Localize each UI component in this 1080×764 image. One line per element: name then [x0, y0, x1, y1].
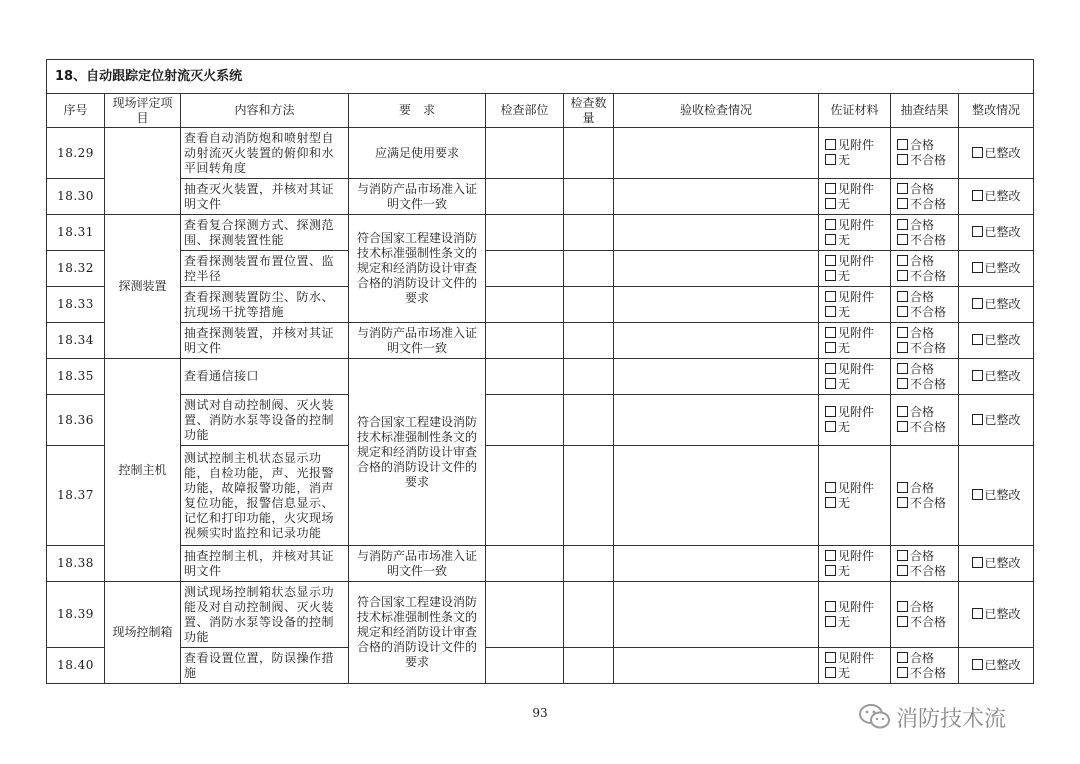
evidence-attached-label: 见附件 — [838, 480, 875, 495]
evidence-none-label: 无 — [838, 376, 851, 391]
rectify-option — [959, 582, 1034, 648]
quantity-cell[interactable] — [564, 395, 614, 446]
evidence-options — [819, 446, 891, 546]
location-cell[interactable] — [486, 287, 564, 323]
checkbox-icon[interactable] — [897, 601, 908, 612]
checkbox-icon[interactable] — [825, 378, 836, 389]
rectify-label: 已整改 — [984, 261, 1021, 275]
evidence-options — [819, 251, 891, 287]
content-cell: 查看探测装置布置位置、监控半径 — [181, 251, 349, 287]
evidence-attached-label: 见附件 — [838, 405, 875, 419]
table-row — [47, 582, 1034, 648]
serial-cell: 18.34 — [47, 323, 105, 359]
quantity-cell[interactable] — [564, 215, 614, 251]
checkbox-icon[interactable] — [897, 363, 908, 374]
checkbox-icon[interactable] — [897, 327, 908, 338]
requirement-cell: 与消防产品市场准入证明文件一致 — [349, 546, 486, 582]
page-number: 93 — [532, 706, 548, 720]
evidence-none-label: 无 — [838, 304, 851, 319]
result-options — [891, 323, 959, 359]
checkbox-icon[interactable] — [972, 608, 983, 619]
checkbox-icon[interactable] — [897, 234, 908, 245]
location-cell[interactable] — [486, 215, 564, 251]
checkbox-icon[interactable] — [825, 550, 836, 561]
result-pass-label: 合格 — [910, 253, 935, 268]
evidence-none-label: 无 — [838, 340, 851, 355]
checkbox-icon[interactable] — [897, 255, 908, 266]
requirement-cell: 应满足使用要求 — [349, 128, 486, 179]
quantity-cell[interactable] — [564, 648, 614, 684]
result-pass-label: 合格 — [910, 599, 935, 614]
checkbox-icon[interactable] — [972, 262, 983, 273]
table-row — [47, 179, 1034, 215]
rectify-label: 已整改 — [984, 297, 1021, 311]
evidence-none-label: 无 — [838, 563, 851, 578]
header-item: 现场评定项目 — [105, 94, 181, 128]
rectify-option — [959, 323, 1034, 359]
table-row — [47, 395, 1034, 446]
checkbox-icon[interactable] — [825, 342, 836, 353]
rectify-option — [959, 179, 1034, 215]
checkbox-icon[interactable] — [825, 406, 836, 417]
content-cell: 查看探测装置防尘、防水、抗现场干扰等措施 — [181, 287, 349, 323]
requirement-cell: 符合国家工程建设消防技术标准强制性条文的规定和经消防设计审查合格的消防设计文件的要求 — [349, 582, 486, 684]
checkbox-icon[interactable] — [897, 667, 908, 678]
situation-cell[interactable] — [614, 446, 819, 546]
requirement-cell: 符合国家工程建设消防技术标准强制性条文的规定和经消防设计审查合格的消防设计文件的要求 — [349, 359, 486, 546]
situation-cell[interactable] — [614, 359, 819, 395]
group-control-box: 现场控制箱 — [105, 582, 181, 684]
checkbox-icon[interactable] — [972, 370, 983, 381]
evidence-none-label: 无 — [838, 153, 851, 167]
evidence-options — [819, 179, 891, 215]
rectify-option — [959, 128, 1034, 179]
location-cell[interactable] — [486, 648, 564, 684]
result-pass-label: 合格 — [910, 480, 935, 495]
rectify-option — [959, 359, 1034, 395]
header-requirement: 要 求 — [349, 94, 486, 128]
result-pass-label: 合格 — [910, 405, 935, 419]
rectify-label: 已整改 — [984, 412, 1021, 427]
result-options — [891, 287, 959, 323]
checkbox-icon[interactable] — [897, 154, 908, 165]
rectify-option — [959, 546, 1034, 582]
evidence-attached-label: 见附件 — [838, 289, 875, 304]
checkbox-icon[interactable] — [825, 667, 836, 678]
location-cell[interactable] — [486, 323, 564, 359]
content-cell: 查看通信接口 — [181, 359, 349, 395]
evidence-options — [819, 648, 891, 684]
quantity-cell[interactable] — [564, 251, 614, 287]
rectify-label: 已整改 — [984, 189, 1021, 203]
serial-cell: 18.37 — [47, 446, 105, 546]
quantity-cell[interactable] — [564, 179, 614, 215]
evidence-none-label: 无 — [838, 665, 851, 680]
checkbox-icon[interactable] — [825, 183, 836, 194]
content-cell: 查看复合探测方式、探测范围、探测装置性能 — [181, 215, 349, 251]
rectify-label: 已整改 — [984, 369, 1021, 383]
table-row — [47, 446, 1034, 546]
content-cell: 抽查灭火装置，并核对其证明文件 — [181, 179, 349, 215]
situation-cell[interactable] — [614, 251, 819, 287]
evidence-attached-label: 见附件 — [838, 181, 875, 196]
situation-cell[interactable] — [614, 215, 819, 251]
checkbox-icon[interactable] — [825, 291, 836, 302]
content-cell: 测试现场控制箱状态显示功能及对自动控制阀、灭火装置、消防水泵等设备的控制功能 — [181, 582, 349, 648]
location-cell[interactable] — [486, 251, 564, 287]
checkbox-icon[interactable] — [897, 183, 908, 194]
evidence-none-label: 无 — [838, 420, 851, 434]
quantity-cell[interactable] — [564, 446, 614, 546]
rectify-option — [959, 648, 1034, 684]
checkbox-icon[interactable] — [972, 226, 983, 237]
checkbox-icon[interactable] — [825, 601, 836, 612]
result-options — [891, 215, 959, 251]
evidence-attached-label: 见附件 — [838, 325, 875, 340]
result-fail-label: 不合格 — [910, 563, 947, 578]
serial-cell: 18.35 — [47, 359, 105, 395]
evidence-attached-label: 见附件 — [838, 217, 875, 232]
table-row — [47, 128, 1034, 179]
header-row — [47, 94, 1034, 128]
result-options — [891, 546, 959, 582]
table-row — [47, 546, 1034, 582]
checkbox-icon[interactable] — [897, 565, 908, 576]
rectify-option — [959, 215, 1034, 251]
situation-cell[interactable] — [614, 546, 819, 582]
situation-cell[interactable] — [614, 395, 819, 446]
evidence-options — [819, 128, 891, 179]
table-row — [47, 359, 1034, 395]
content-cell: 测试对自动控制阀、灭火装置、消防水泵等设备的控制功能 — [181, 395, 349, 446]
result-options — [891, 395, 959, 446]
evidence-none-label: 无 — [838, 495, 851, 510]
checkbox-icon[interactable] — [972, 190, 983, 201]
section-title: 18、自动跟踪定位射流灭火系统 — [47, 60, 1034, 94]
checkbox-icon[interactable] — [825, 139, 836, 150]
result-options — [891, 446, 959, 546]
result-fail-label: 不合格 — [910, 376, 947, 391]
result-pass-label: 合格 — [910, 548, 935, 563]
situation-cell[interactable] — [614, 287, 819, 323]
content-cell: 查看自动消防炮和喷射型自动射流灭火装置的俯仰和水平回转角度 — [181, 128, 349, 179]
location-cell[interactable] — [486, 359, 564, 395]
header-location: 检查部位 — [486, 94, 564, 128]
checkbox-icon[interactable] — [972, 147, 983, 158]
result-pass-label: 合格 — [910, 289, 935, 304]
result-fail-label: 不合格 — [910, 420, 947, 434]
checkbox-icon[interactable] — [972, 557, 983, 568]
rectify-label: 已整改 — [984, 225, 1021, 239]
checkbox-icon[interactable] — [825, 363, 836, 374]
checkbox-icon[interactable] — [897, 342, 908, 353]
table-row — [47, 251, 1034, 287]
header-situation: 验收检查情况 — [614, 94, 819, 128]
result-options — [891, 359, 959, 395]
checkbox-icon[interactable] — [897, 306, 908, 317]
checkbox-icon[interactable] — [897, 139, 908, 150]
evidence-none-label: 无 — [838, 614, 851, 629]
checkbox-icon[interactable] — [897, 421, 908, 432]
quantity-cell[interactable] — [564, 546, 614, 582]
header-rectify: 整改情况 — [959, 94, 1034, 128]
checkbox-icon[interactable] — [825, 421, 836, 432]
inspection-table — [46, 59, 1034, 684]
result-fail-label: 不合格 — [910, 614, 947, 629]
header-result: 抽查结果 — [891, 94, 959, 128]
table-row — [47, 215, 1034, 251]
evidence-none-label: 无 — [838, 196, 851, 211]
situation-cell[interactable] — [614, 648, 819, 684]
result-pass-label: 合格 — [910, 138, 935, 152]
location-cell[interactable] — [486, 582, 564, 648]
situation-cell[interactable] — [614, 128, 819, 179]
checkbox-icon[interactable] — [825, 482, 836, 493]
checkbox-icon[interactable] — [825, 255, 836, 266]
quantity-cell[interactable] — [564, 359, 614, 395]
quantity-cell[interactable] — [564, 287, 614, 323]
result-options — [891, 582, 959, 648]
rectify-option — [959, 251, 1034, 287]
checkbox-icon[interactable] — [825, 234, 836, 245]
serial-cell: 18.31 — [47, 215, 105, 251]
situation-cell[interactable] — [614, 179, 819, 215]
rectify-option — [959, 395, 1034, 446]
checkbox-icon[interactable] — [897, 550, 908, 561]
rectify-option — [959, 446, 1034, 546]
checkbox-icon[interactable] — [897, 270, 908, 281]
evidence-attached-label: 见附件 — [838, 361, 875, 376]
rectify-label: 已整改 — [984, 145, 1021, 160]
header-content: 内容和方法 — [181, 94, 349, 128]
serial-cell: 18.40 — [47, 648, 105, 684]
serial-cell: 18.32 — [47, 251, 105, 287]
serial-cell: 18.38 — [47, 546, 105, 582]
result-pass-label: 合格 — [910, 650, 935, 665]
checkbox-icon[interactable] — [825, 327, 836, 338]
evidence-none-label: 无 — [838, 268, 851, 283]
item-cell-blank — [105, 128, 181, 215]
checkbox-icon[interactable] — [972, 298, 983, 309]
checkbox-icon[interactable] — [972, 489, 983, 500]
rectify-label: 已整改 — [984, 658, 1021, 672]
location-cell[interactable] — [486, 546, 564, 582]
serial-cell: 18.36 — [47, 395, 105, 446]
evidence-options — [819, 215, 891, 251]
location-cell[interactable] — [486, 179, 564, 215]
rectify-label: 已整改 — [984, 556, 1021, 570]
checkbox-icon[interactable] — [897, 406, 908, 417]
quantity-cell[interactable] — [564, 323, 614, 359]
checkbox-icon[interactable] — [897, 482, 908, 493]
quantity-cell[interactable] — [564, 128, 614, 179]
checkbox-icon[interactable] — [897, 198, 908, 209]
result-fail-label: 不合格 — [910, 196, 947, 211]
evidence-options — [819, 582, 891, 648]
evidence-attached-label: 见附件 — [838, 548, 875, 563]
result-options — [891, 648, 959, 684]
content-cell: 抽查控制主机，并核对其证明文件 — [181, 546, 349, 582]
wechat-icon — [858, 703, 892, 731]
header-quantity: 检查数量 — [564, 94, 614, 128]
requirement-cell: 与消防产品市场准入证明文件一致 — [349, 323, 486, 359]
rectify-label: 已整改 — [984, 607, 1021, 621]
location-cell[interactable] — [486, 395, 564, 446]
result-options — [891, 179, 959, 215]
result-fail-label: 不合格 — [910, 232, 947, 247]
evidence-attached-label: 见附件 — [838, 138, 875, 152]
situation-cell[interactable] — [614, 323, 819, 359]
result-pass-label: 合格 — [910, 361, 935, 376]
result-pass-label: 合格 — [910, 325, 935, 340]
checkbox-icon[interactable] — [972, 414, 983, 425]
checkbox-icon[interactable] — [897, 378, 908, 389]
rectify-label: 已整改 — [984, 488, 1021, 502]
checkbox-icon[interactable] — [897, 616, 908, 627]
serial-cell: 18.30 — [47, 179, 105, 215]
result-fail-label: 不合格 — [910, 665, 947, 680]
quantity-cell[interactable] — [564, 582, 614, 648]
table-row — [47, 323, 1034, 359]
result-pass-label: 合格 — [910, 217, 935, 232]
situation-cell[interactable] — [614, 582, 819, 648]
evidence-options — [819, 323, 891, 359]
inspection-sheet — [46, 59, 1033, 684]
requirement-cell: 与消防产品市场准入证明文件一致 — [349, 179, 486, 215]
watermark-text: 消防技术流 — [896, 706, 1007, 732]
evidence-attached-label: 见附件 — [838, 599, 875, 614]
checkbox-icon[interactable] — [897, 219, 908, 230]
location-cell[interactable] — [486, 446, 564, 546]
location-cell[interactable] — [486, 128, 564, 179]
content-cell: 抽查探测装置，并核对其证明文件 — [181, 323, 349, 359]
evidence-attached-label: 见附件 — [838, 253, 875, 268]
rectify-label: 已整改 — [984, 333, 1021, 347]
checkbox-icon[interactable] — [825, 270, 836, 281]
group-host: 控制主机 — [105, 359, 181, 582]
result-fail-label: 不合格 — [910, 340, 947, 355]
checkbox-icon[interactable] — [825, 306, 836, 317]
result-fail-label: 不合格 — [910, 153, 947, 167]
checkbox-icon[interactable] — [897, 652, 908, 663]
header-serial: 序号 — [47, 94, 105, 128]
checkbox-icon[interactable] — [825, 219, 836, 230]
result-options — [891, 251, 959, 287]
checkbox-icon[interactable] — [972, 659, 983, 670]
rectify-option — [959, 287, 1034, 323]
evidence-options — [819, 546, 891, 582]
group-detect: 探测装置 — [105, 215, 181, 359]
table-row — [47, 648, 1034, 684]
evidence-attached-label: 见附件 — [838, 650, 875, 665]
evidence-options — [819, 287, 891, 323]
checkbox-icon[interactable] — [825, 154, 836, 165]
header-evidence: 佐证材料 — [819, 94, 891, 128]
result-pass-label: 合格 — [910, 181, 935, 196]
result-options — [891, 128, 959, 179]
content-cell: 测试控制主机状态显示功能，自检功能，声、光报警功能，故障报警功能，消声复位功能，报警信息显示、记忆和打印功能，火灾现场视频实时监控和记录功能 — [181, 446, 349, 546]
checkbox-icon[interactable] — [825, 616, 836, 627]
checkbox-icon[interactable] — [897, 497, 908, 508]
requirement-cell: 符合国家工程建设消防技术标准强制性条文的规定和经消防设计审查合格的消防设计文件的要求 — [349, 215, 486, 323]
checkbox-icon[interactable] — [825, 198, 836, 209]
serial-cell: 18.39 — [47, 582, 105, 648]
serial-cell: 18.33 — [47, 287, 105, 323]
checkbox-icon[interactable] — [825, 565, 836, 576]
evidence-none-label: 无 — [838, 232, 851, 247]
result-fail-label: 不合格 — [910, 268, 947, 283]
watermark — [858, 700, 1006, 734]
checkbox-icon[interactable] — [972, 334, 983, 345]
checkbox-icon[interactable] — [897, 291, 908, 302]
evidence-options — [819, 359, 891, 395]
result-fail-label: 不合格 — [910, 495, 947, 510]
result-fail-label: 不合格 — [910, 304, 947, 319]
serial-cell: 18.29 — [47, 128, 105, 179]
checkbox-icon[interactable] — [825, 497, 836, 508]
content-cell: 查看设置位置，防误操作措施 — [181, 648, 349, 684]
evidence-options — [819, 395, 891, 446]
checkbox-icon[interactable] — [825, 652, 836, 663]
table-row — [47, 287, 1034, 323]
